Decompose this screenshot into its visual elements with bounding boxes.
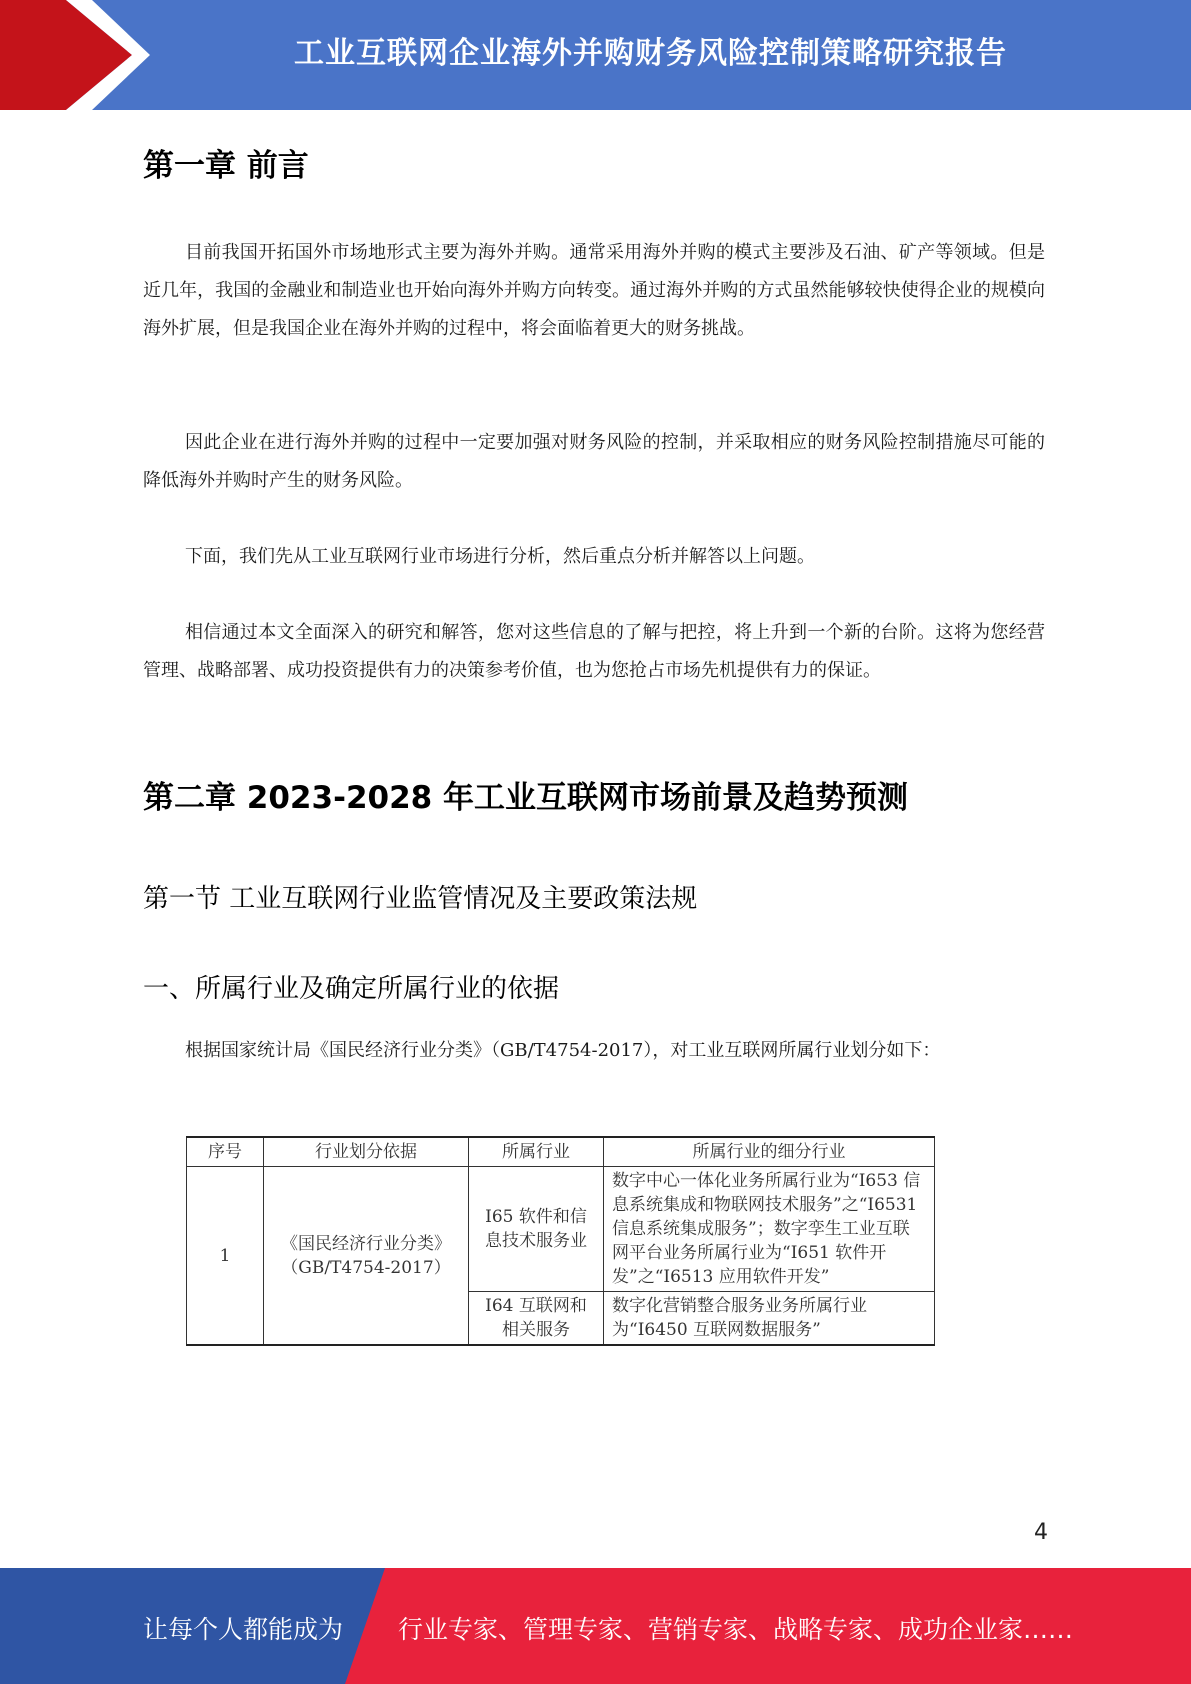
column-header: 所属行业的细分行业 — [604, 1137, 935, 1167]
paragraph: 下面，我们先从工业互联网行业市场进行分析，然后重点分析并解答以上问题。 — [185, 546, 815, 567]
chapter1-heading: 第一章 前言 — [143, 148, 309, 184]
column-header: 所属行业 — [469, 1137, 604, 1167]
header-banner — [0, 0, 1191, 110]
paragraph: 因此企业在进行海外并购的过程中一定要加强对财务风险的控制，并采取相应的财务风险控制措施尽可能的降低海外并购时产生的财务风险。 — [143, 432, 1045, 491]
footer-slogan-right: 行业专家、管理专家、营销专家、战略专家、成功企业家…… — [398, 1615, 1074, 1644]
paragraph: 目前我国开拓国外市场地形式主要为海外并购。通常采用海外并购的模式主要涉及石油、矿产等领域。但是近几年，我国的金融业和制造业也开始向海外并购方向转变。通过海外并购的方式虽然能够较快使得企业的规模向海外扩展，但是我国企业在海外并购的过程中，将会面临着更大的财务挑战。 — [143, 242, 1045, 339]
table-row — [187, 1167, 935, 1292]
chapter2-heading: 第二章 2023-2028 年工业互联网市场前景及趋势预测 — [143, 780, 909, 816]
subsection-heading: 一、所属行业及确定所属行业的依据 — [143, 974, 560, 1004]
industry-cell: I65 软件和信息技术服务业 — [469, 1167, 604, 1292]
page-number: 4 — [1034, 1520, 1048, 1545]
industry-classification-table — [186, 1136, 935, 1346]
sub-industry-cell: 数字中心一体化业务所属行业为“I653 信息系统集成和物联网技术服务”之“I6531 信息系统集成服务”；数字孪生工业互联网平台业务所属行业为“I651 软件开发”之“I6513 应用软件开发” — [604, 1167, 935, 1292]
industry-cell: I64 互联网和相关服务 — [469, 1292, 604, 1346]
sub-industry-cell: 数字化营销整合服务业务所属行业为“I6450 互联网数据服务” — [604, 1292, 935, 1346]
report-title: 工业互联网企业海外并购财务风险控制策略研究报告 — [294, 36, 1007, 71]
paragraph: 相信通过本文全面深入的研究和解答，您对这些信息的了解与把控，将上升到一个新的台阶。这将为您经营管理、战略部署、成功投资提供有力的决策参考价值，也为您抢占市场先机提供有力的保证。 — [143, 622, 1045, 681]
classification-basis: 《国民经济行业分类》（GB/T4754-2017） — [264, 1167, 469, 1346]
footer-banner — [0, 1568, 1191, 1684]
column-header: 序号 — [187, 1137, 264, 1167]
row-number: 1 — [187, 1167, 264, 1346]
paragraph: 根据国家统计局《国民经济行业分类》（GB/T4754-2017），对工业互联网所属行业划分如下： — [185, 1040, 941, 1061]
footer-slogan-left: 让每个人都能成为 — [143, 1615, 344, 1644]
table-header-row — [187, 1137, 935, 1167]
column-header: 行业划分依据 — [264, 1137, 469, 1167]
section-heading: 第一节 工业互联网行业监管情况及主要政策法规 — [143, 884, 698, 914]
